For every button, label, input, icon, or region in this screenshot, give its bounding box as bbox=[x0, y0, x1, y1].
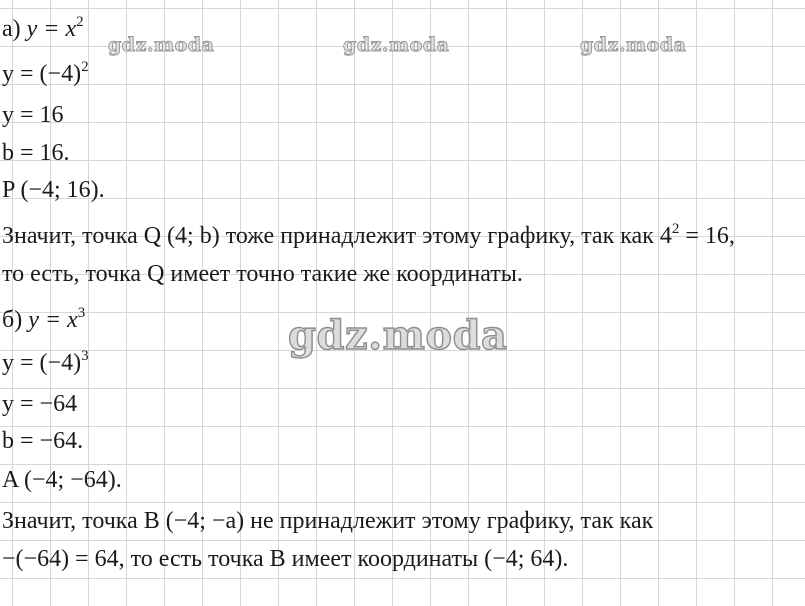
watermark-center: gdz.moda bbox=[288, 312, 508, 359]
part-a-function: y = x bbox=[26, 16, 77, 42]
part-a-label: а) bbox=[2, 16, 21, 42]
part-a-conclusion-1 bbox=[2, 221, 735, 251]
part-a-step-2: y = 16 bbox=[2, 102, 64, 128]
part-b-point: A (−4; −64). bbox=[2, 467, 122, 493]
part-b-equation bbox=[2, 305, 85, 335]
watermark-top-2: gdz.moda bbox=[343, 34, 450, 56]
part-b-step-1 bbox=[2, 348, 89, 378]
watermark-top-1: gdz.moda bbox=[108, 34, 215, 56]
part-b-function: y = x bbox=[28, 307, 78, 333]
part-a-step-1 bbox=[2, 59, 89, 89]
part-b-step-1-text: y = (−4) bbox=[2, 350, 82, 376]
watermark-top-3: gdz.moda bbox=[580, 34, 687, 56]
part-b-conclusion-1: Значит, точка B (−4; −a) не принадлежит этому графику, так как bbox=[2, 508, 654, 534]
part-a-step-1-exponent: 2 bbox=[81, 59, 89, 75]
part-b-exponent: 3 bbox=[77, 305, 86, 321]
part-b-conclusion-2: −(−64) = 64, то есть точка B имеет координаты (−4; 64). bbox=[2, 546, 569, 572]
part-a-step-3: b = 16. bbox=[2, 140, 70, 166]
part-a-exponent: 2 bbox=[76, 14, 84, 30]
part-a-conclusion-2: то есть, точка Q имеет точно такие же координаты. bbox=[2, 261, 523, 287]
part-a-point: P (−4; 16). bbox=[2, 177, 105, 203]
part-a-conclusion-1-tail: = 16, bbox=[679, 223, 735, 249]
part-b-step-3: b = −64. bbox=[2, 428, 84, 454]
part-a-conclusion-1-exponent: 2 bbox=[671, 221, 680, 237]
part-b-label: б) bbox=[2, 307, 23, 333]
part-b-step-2: y = −64 bbox=[2, 391, 78, 417]
part-a-step-1-text: y = (−4) bbox=[2, 61, 82, 87]
part-a-conclusion-1-text: Значит, точка Q (4; b) тоже принадлежит этому графику, так как 4 bbox=[2, 223, 672, 249]
part-b-step-1-exponent: 3 bbox=[81, 348, 89, 364]
part-a-equation bbox=[2, 14, 84, 44]
